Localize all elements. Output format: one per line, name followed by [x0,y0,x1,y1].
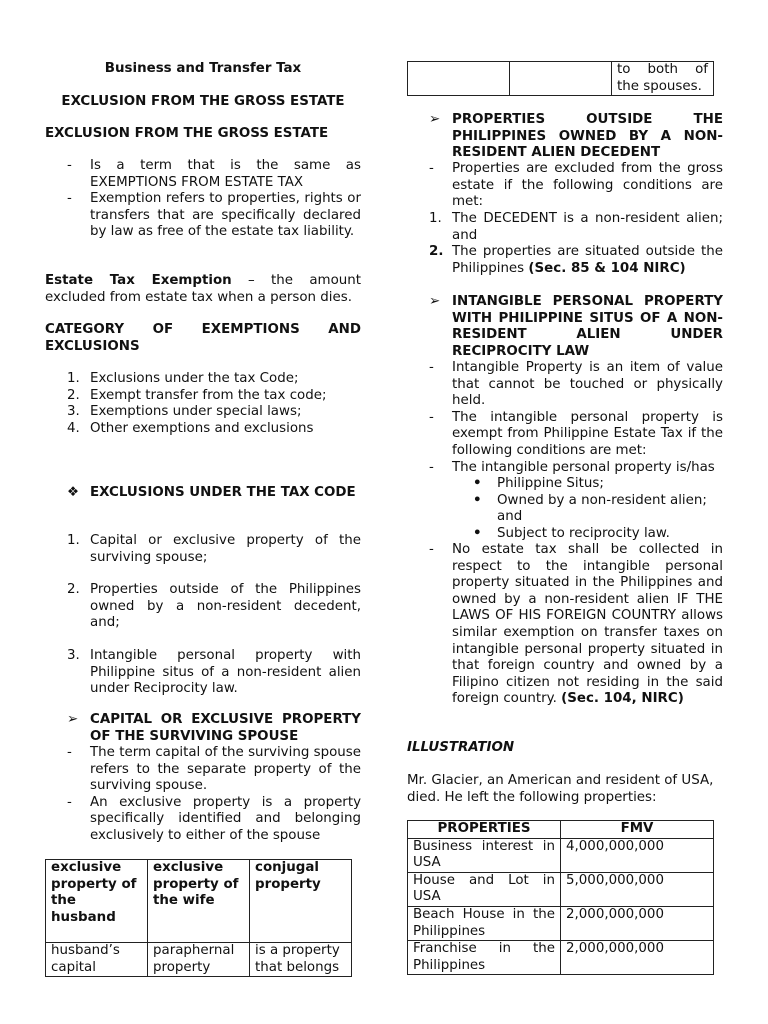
item-text: Exemptions under special laws; [90,404,302,420]
category-heading [45,322,361,355]
table-row [408,838,714,872]
list-item [407,542,723,708]
intangible-heading [407,294,723,360]
table-header-cell: exclusive property of the wife [148,860,250,943]
outside-conditions-list [407,211,723,277]
table-row [408,941,714,975]
properties-table [407,820,714,975]
estate-tax-exemption-definition: – the amount excluded from estate tax when a person dies. [45,273,361,305]
no-estate-tax-list [407,542,723,708]
capital-heading [45,712,361,745]
list-item: - The intangible personal property is/has [407,460,723,477]
item-text: Properties outside of the Philippines owned by a non-resident decedent, and; [90,582,361,631]
category-heading-text: CATEGORY OF EXEMPTIONS AND EXCLUSIONS [45,322,361,354]
outside-heading-text: PROPERTIES OUTSIDE THE PHILIPPINES OWNED BY A NON-RESIDENT ALIEN DECEDENT [452,112,723,161]
item-text: Other exemptions and exclusions [90,420,314,436]
no-estate-tax-text: No estate tax shall be collected in respect to the intangible personal property situated in the Philippines and owned by a non-resident alien IF THE LAWS OF HIS FOREIGN COUNTRY allows similar exemption on transfer taxes on intangible personal property situated in that foreign country and owned by a Filipino citizen not residing in the said foreign country. [452,542,723,707]
list-item: - The intangible personal property is exempt from Philippine Estate Tax if the following conditions are met: [407,410,723,460]
intangible-conditions-list [407,476,723,542]
item-text: Exclusions under the tax Code; [90,371,299,386]
list-item: • Philippine Situs; [407,476,723,493]
law-reference: (Sec. 85 & 104 NIRC) [528,260,686,276]
arrow-bullet-icon: ➢ [429,112,441,127]
table-cell: paraphernal property [148,943,250,977]
table-cell: is a property that belongs [250,943,352,977]
illustration-heading: ILLUSTRATION [407,740,515,755]
document-title: Business and Transfer Tax [104,61,302,76]
list-item: • Owned by a non-resident alien; and [407,493,723,526]
list-item: - Intangible Property is an item of value that cannot be touched or physically held. [407,360,723,410]
diamond-bullet-icon: ❖ [67,485,80,500]
item-number: 1. [429,211,442,226]
arrow-bullet-icon: ➢ [67,712,79,727]
list-item [45,582,361,632]
table-cell: husband’s capital [46,943,148,977]
list-item [407,244,723,277]
list-item [45,404,361,421]
definition-list [45,158,361,241]
law-reference: (Sec. 104, NIRC) [561,691,684,707]
item-number: 2. [429,244,444,260]
table-cell: 5,000,000,000 [561,872,714,906]
list-item: - The term capital of the surviving spouse refers to the separate property of the surviving spouse. [45,745,361,795]
item-text: The properties are situated outside the Philippines [452,244,723,276]
table-cell: 4,000,000,000 [561,838,714,872]
item-text: Exempt transfer from the tax code; [90,387,327,403]
list-item: • Subject to reciprocity law. [407,526,723,543]
list-item [45,648,361,698]
list-item [45,371,361,388]
list-item [407,211,723,244]
capital-list [45,745,361,845]
list-item [45,421,361,438]
item-number: 2. [67,387,80,403]
table-cell: House and Lot in USA [408,872,561,906]
outside-intro-list [407,161,723,211]
list-item: - An exclusive property is a property specifically identified and belonging exclusively to either of the spouse [45,795,361,845]
capital-heading-text: CAPITAL OR EXCLUSIVE PROPERTY OF THE SURVIVING SPOUSE [90,712,361,744]
list-item: - Properties are excluded from the gross estate if the following conditions are met: [407,161,723,211]
table-row [46,943,352,977]
exclusions-heading-text: EXCLUSIONS UNDER THE TAX CODE [90,485,356,500]
table-cell [510,62,612,96]
table-cell: Business interest in USA [408,838,561,872]
spouse-property-table-continued [407,61,714,96]
table-header-cell: PROPERTIES [408,821,561,839]
table-cell: Franchise in the Philippines [408,941,561,975]
item-text: The DECEDENT is a non-resident alien; and [452,211,723,243]
item-number: 3. [67,647,80,663]
table-row [408,906,714,940]
intangible-heading-text: INTANGIBLE PERSONAL PROPERTY WITH PHILIPPINE SITUS OF A NON-RESIDENT ALIEN UNDER RECIPROCITY LAW [452,294,723,359]
item-number: 3. [67,404,80,420]
table-header-row [46,860,352,943]
item-number: 1. [67,371,80,386]
exclusions-heading [45,485,361,502]
list-item [45,533,361,566]
item-number: 1. [67,533,80,548]
exclusions-list [45,533,361,698]
list-item: - Is a term that is the same as EXEMPTIONS FROM ESTATE TAX [45,158,361,191]
table-cell: to both of the spouses. [612,62,714,96]
illustration-text: Mr. Glacier, an American and resident of USA, died. He left the following properties: [407,773,714,805]
outside-heading [407,112,723,162]
arrow-bullet-icon: ➢ [429,294,441,309]
document-subtitle: EXCLUSION FROM THE GROSS ESTATE [61,94,345,109]
table-cell: 2,000,000,000 [561,906,714,940]
table-header-cell: exclusive property of the husband [46,860,148,943]
intangible-list [407,360,723,476]
table-header-row [408,821,714,839]
estate-tax-exemption-paragraph [45,273,361,306]
table-cell: Beach House in the Philippines [408,906,561,940]
category-list [45,371,361,437]
item-text: Capital or exclusive property of the surviving spouse; [90,533,361,565]
table-header-cell: conjugal property [250,860,352,943]
section-heading: EXCLUSION FROM THE GROSS ESTATE [45,126,329,141]
table-cell: 2,000,000,000 [561,941,714,975]
table-row [408,872,714,906]
item-number: 2. [67,582,80,598]
table-header-cell: FMV [561,821,714,839]
estate-tax-exemption-term: Estate Tax Exemption [45,273,232,288]
table-row [408,62,714,96]
item-number: 4. [67,420,80,436]
list-item [45,388,361,405]
list-item: - Exemption refers to properties, rights or transfers that are specifically declared by law as free of the estate tax liability. [45,191,361,241]
item-text: Intangible personal property with Philippine situs of a non-resident alien under Reciprocity law. [90,647,361,697]
spouse-property-table [45,859,352,977]
table-cell [408,62,510,96]
